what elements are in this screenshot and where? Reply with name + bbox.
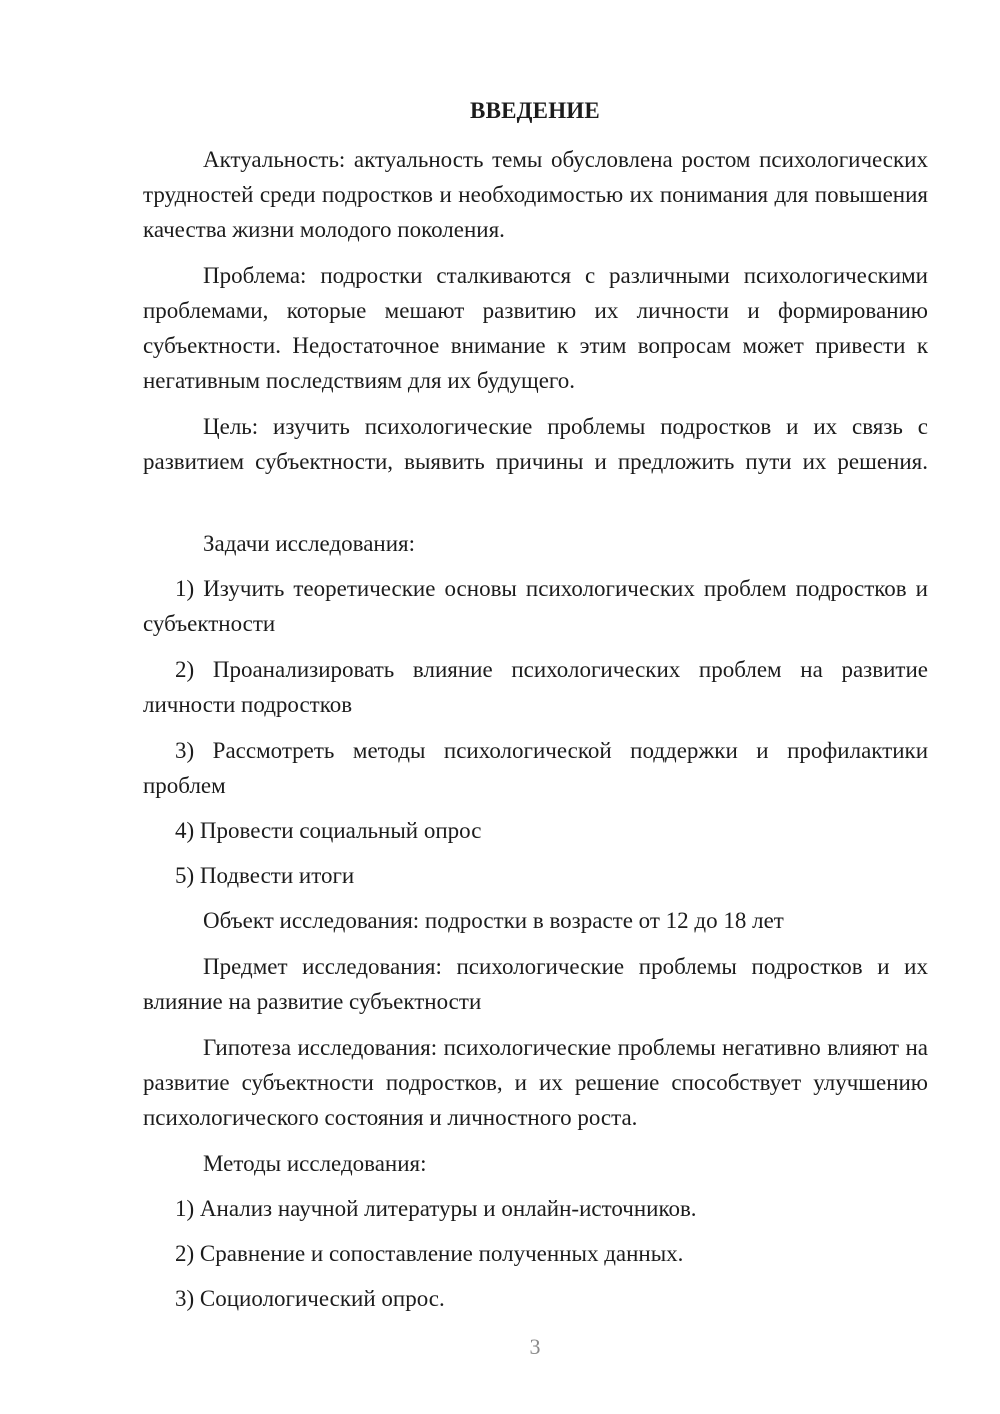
relevance-paragraph: Актуальность: актуальность темы обусловлена ростом психологических трудностей среди подростков и необходимостью их понимания для повышения качества жизни молодого поколения. <box>143 147 928 242</box>
method-item-3: 3) Социологический опрос. <box>175 1286 445 1311</box>
task-item-2: 2) Проанализировать влияние психологических проблем на развитие личности подростков <box>143 657 928 717</box>
task-item-4: 4) Провести социальный опрос <box>175 818 482 843</box>
object-paragraph: Объект исследования: подростки в возрасте от 12 до 18 лет <box>203 908 784 933</box>
task-item-1: 1) Изучить теоретические основы психологических проблем подростков и субъектности <box>143 576 928 636</box>
tasks-title: Задачи исследования: <box>203 531 416 556</box>
hypothesis-paragraph: Гипотеза исследования: психологические проблемы негативно влияют на развитие субъектности подростков, и их решение способствует улучшению психологического состояния и личностного роста. <box>143 1035 928 1130</box>
subject-paragraph: Предмет исследования: психологические проблемы подростков и их влияние на развитие субъектности <box>143 954 928 1014</box>
goal-paragraph: Цель: изучить психологические проблемы подростков и их связь с развитием субъектности, выявить причины и предложить пути их решения. <box>143 414 928 474</box>
page-number: 3 <box>529 1334 541 1359</box>
task-item-3: 3) Рассмотреть методы психологической поддержки и профилактики проблем <box>143 738 928 798</box>
problem-paragraph: Проблема: подростки сталкиваются с различными психологическими проблемами, которые мешают развитию их личности и формированию субъектности. Недостаточное внимание к этим вопросам может привести к негативным последствиям для их будущего. <box>143 263 928 393</box>
task-item-5: 5) Подвести итоги <box>175 863 355 888</box>
method-item-2: 2) Сравнение и сопоставление полученных данных. <box>175 1241 684 1266</box>
method-item-1: 1) Анализ научной литературы и онлайн-источников. <box>175 1196 697 1221</box>
methods-title: Методы исследования: <box>203 1151 427 1176</box>
section-heading: ВВЕДЕНИЕ <box>470 98 600 123</box>
